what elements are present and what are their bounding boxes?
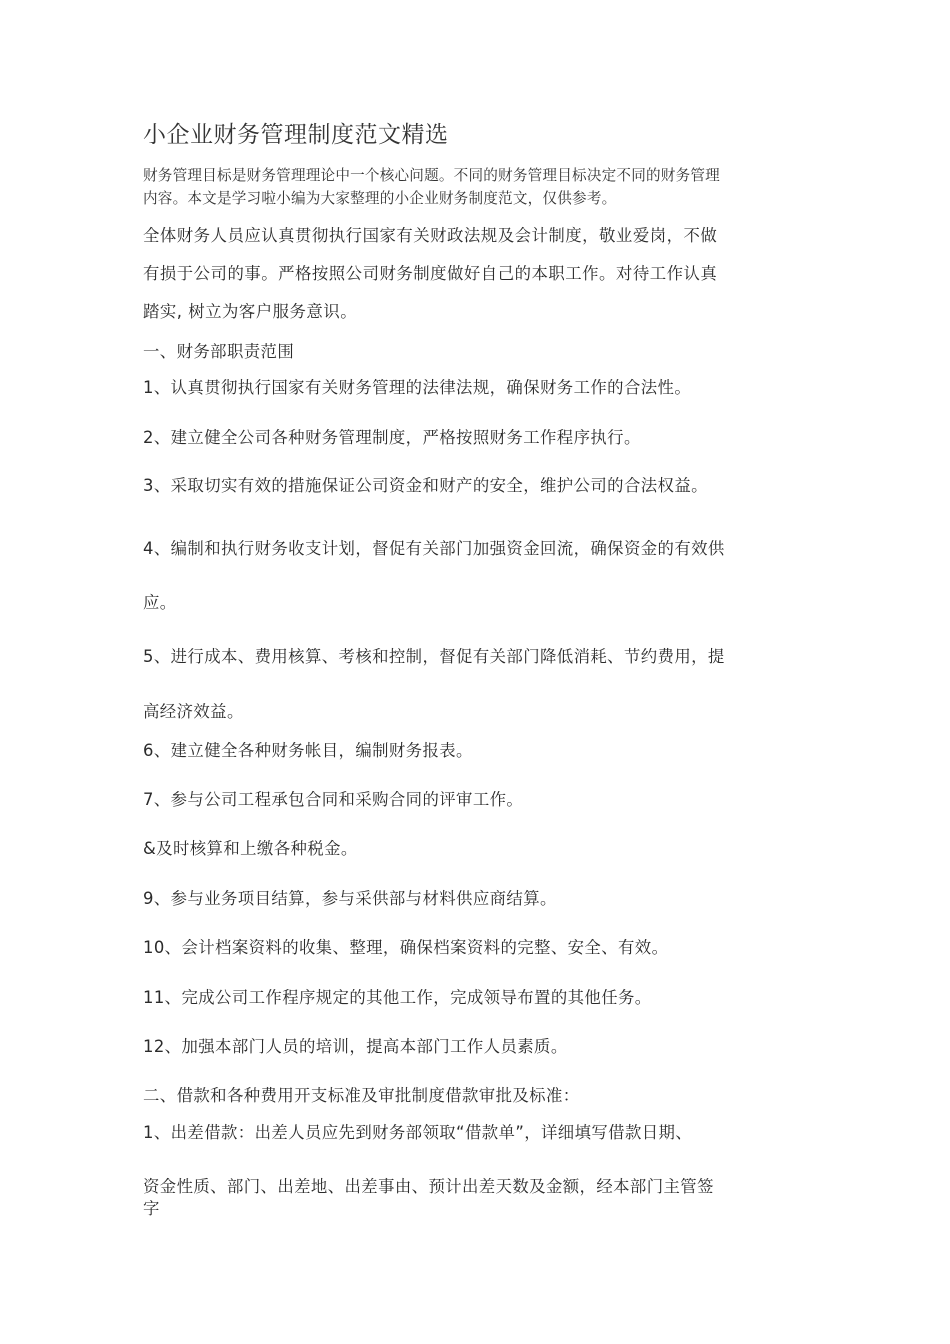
- section-1-item-10: 10、会计档案资料的收集、整理，确保档案资料的完整、安全、有效。: [143, 938, 669, 957]
- section-2-item-1: 1、出差借款：出差人员应先到财务部领取“借款单”，详细填写借款日期、: [143, 1123, 693, 1142]
- intro-line-2: 内容。本文是学习啦小编为大家整理的小企业财务制度范文，仅供参考。: [143, 190, 617, 207]
- document-title: 小企业财务管理制度范文精选: [143, 122, 449, 148]
- section-2-heading: 二、借款和各种费用开支标准及审批制度借款审批及标准：: [143, 1086, 580, 1105]
- section-1-item-6: 6、建立健全各种财务帐目，编制财务报表。: [143, 741, 473, 760]
- section-2-item-1-cont: 资金性质、部门、出差地、出差事由、预计出差天数及金额，经本部门主管签: [143, 1177, 714, 1196]
- section-1-item-11: 11、完成公司工作程序规定的其他工作，完成领导布置的其他任务。: [143, 988, 652, 1007]
- section-1-item-8: &及时核算和上缴各种税金。: [143, 839, 358, 858]
- preface-line-3: 踏实, 树立为客户服务意识。: [143, 302, 358, 321]
- section-2-item-1-cont-2: 字: [143, 1199, 160, 1218]
- preface-line-1: 全体财务人员应认真贯彻执行国家有关财政法规及会计制度，敬业爱岗，不做: [143, 226, 718, 245]
- section-1-item-7: 7、参与公司工程承包合同和采购合同的评审工作。: [143, 790, 524, 809]
- section-1-item-9: 9、参与业务项目结算，参与采供部与材料供应商结算。: [143, 889, 557, 908]
- section-1-item-4: 4、编制和执行财务收支计划，督促有关部门加强资金回流，确保资金的有效供: [143, 539, 725, 558]
- section-1-item-5-cont: 高经济效益。: [143, 702, 244, 721]
- preface-line-2: 有损于公司的事。严格按照公司财务制度做好自己的本职工作。对待工作认真: [143, 264, 718, 283]
- section-1-item-5: 5、进行成本、费用核算、考核和控制，督促有关部门降低消耗、节约费用，提: [143, 647, 725, 666]
- section-1-item-12: 12、加强本部门人员的培训，提高本部门工作人员素质。: [143, 1037, 568, 1056]
- section-1-item-2: 2、建立健全公司各种财务管理制度，严格按照财务工作程序执行。: [143, 428, 641, 447]
- section-1-item-1: 1、认真贯彻执行国家有关财务管理的法律法规，确保财务工作的合法性。: [143, 378, 692, 397]
- section-1-item-4-cont: 应。: [143, 593, 177, 612]
- section-1-heading: 一、财务部职责范围: [143, 342, 295, 361]
- section-1-item-3: 3、采取切实有效的措施保证公司资金和财产的安全，维护公司的合法权益。: [143, 476, 708, 495]
- intro-line-1: 财务管理目标是财务管理理论中一个核心问题。不同的财务管理目标决定不同的财务管理: [143, 167, 720, 184]
